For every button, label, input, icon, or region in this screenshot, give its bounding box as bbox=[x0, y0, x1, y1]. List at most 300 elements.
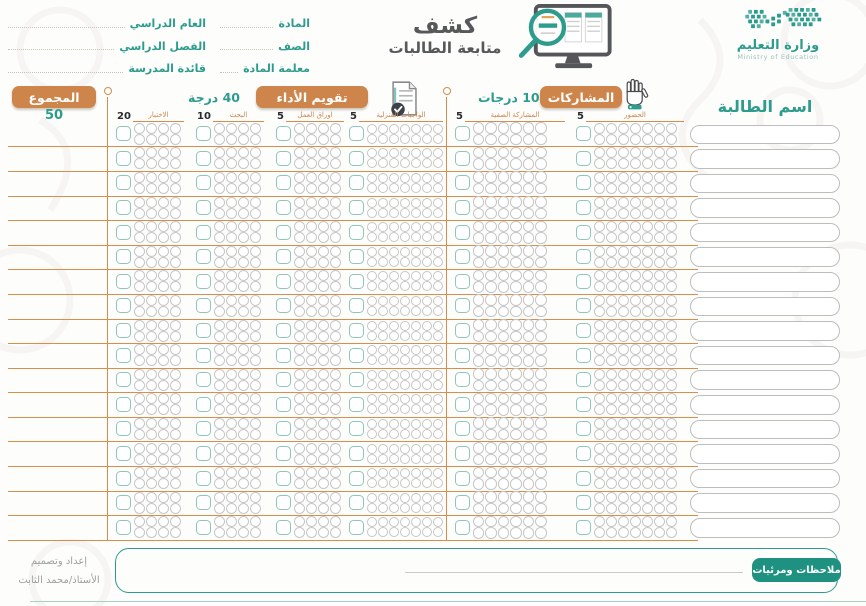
score-circle[interactable] bbox=[606, 295, 617, 306]
score-circle[interactable] bbox=[250, 306, 261, 317]
score-circle[interactable] bbox=[294, 478, 305, 489]
score-circle[interactable] bbox=[378, 183, 388, 193]
score-circle[interactable] bbox=[485, 393, 497, 405]
score-circle[interactable] bbox=[378, 503, 388, 513]
score-circle[interactable] bbox=[594, 418, 605, 429]
score-circle[interactable] bbox=[594, 246, 605, 257]
score-circle[interactable] bbox=[498, 442, 510, 454]
score-circle[interactable] bbox=[170, 295, 181, 306]
score-circle[interactable] bbox=[294, 147, 305, 158]
score-circle[interactable] bbox=[318, 503, 329, 514]
score-circle[interactable] bbox=[535, 122, 547, 134]
score-circle[interactable] bbox=[535, 503, 547, 515]
score-box[interactable] bbox=[196, 151, 211, 166]
score-circle[interactable] bbox=[214, 221, 225, 232]
score-circle[interactable] bbox=[170, 158, 181, 169]
score-circle[interactable] bbox=[666, 516, 677, 527]
score-circle[interactable] bbox=[654, 172, 665, 183]
score-circle[interactable] bbox=[618, 443, 629, 454]
score-circle[interactable] bbox=[510, 306, 522, 318]
score-circle[interactable] bbox=[510, 245, 522, 257]
score-circle[interactable] bbox=[170, 369, 181, 380]
score-circle[interactable] bbox=[498, 294, 510, 306]
score-circle[interactable] bbox=[294, 208, 305, 219]
score-circle[interactable] bbox=[134, 246, 145, 257]
score-circle[interactable] bbox=[411, 198, 421, 208]
score-circle[interactable] bbox=[498, 158, 510, 170]
score-circle[interactable] bbox=[523, 355, 535, 367]
score-box[interactable] bbox=[455, 471, 470, 486]
score-circle[interactable] bbox=[535, 393, 547, 405]
score-circle[interactable] bbox=[523, 122, 535, 134]
score-circle[interactable] bbox=[666, 123, 677, 134]
score-circle[interactable] bbox=[642, 331, 653, 342]
score-circle[interactable] bbox=[250, 393, 261, 404]
score-box[interactable] bbox=[196, 323, 211, 338]
score-circle[interactable] bbox=[318, 295, 329, 306]
student-name-field[interactable] bbox=[690, 247, 840, 267]
score-circle[interactable] bbox=[594, 281, 605, 292]
score-circle[interactable] bbox=[473, 527, 485, 539]
score-circle[interactable] bbox=[214, 232, 225, 243]
score-circle[interactable] bbox=[618, 158, 629, 169]
score-circle[interactable] bbox=[170, 281, 181, 292]
score-circle[interactable] bbox=[498, 257, 510, 269]
score-circle[interactable] bbox=[606, 503, 617, 514]
score-circle[interactable] bbox=[250, 527, 261, 538]
score-circle[interactable] bbox=[594, 232, 605, 243]
student-name-field[interactable] bbox=[690, 297, 840, 317]
score-circle[interactable] bbox=[422, 404, 432, 414]
score-circle[interactable] bbox=[535, 319, 547, 331]
score-circle[interactable] bbox=[630, 246, 641, 257]
score-circle[interactable] bbox=[594, 208, 605, 219]
score-box[interactable] bbox=[276, 446, 291, 461]
score-circle[interactable] bbox=[238, 429, 249, 440]
score-circle[interactable] bbox=[250, 492, 261, 503]
score-circle[interactable] bbox=[158, 393, 169, 404]
score-circle[interactable] bbox=[473, 319, 485, 331]
score-circle[interactable] bbox=[535, 380, 547, 392]
score-box[interactable] bbox=[349, 126, 364, 141]
score-circle[interactable] bbox=[654, 147, 665, 158]
score-box[interactable] bbox=[116, 200, 131, 215]
score-circle[interactable] bbox=[170, 467, 181, 478]
score-circle[interactable] bbox=[294, 270, 305, 281]
score-circle[interactable] bbox=[306, 197, 317, 208]
score-circle[interactable] bbox=[170, 123, 181, 134]
score-circle[interactable] bbox=[389, 503, 399, 513]
score-circle[interactable] bbox=[306, 478, 317, 489]
score-circle[interactable] bbox=[134, 380, 145, 391]
score-circle[interactable] bbox=[594, 320, 605, 331]
score-circle[interactable] bbox=[294, 306, 305, 317]
score-circle[interactable] bbox=[134, 355, 145, 366]
score-circle[interactable] bbox=[654, 418, 665, 429]
score-circle[interactable] bbox=[367, 419, 377, 429]
score-circle[interactable] bbox=[618, 123, 629, 134]
score-circle[interactable] bbox=[535, 516, 547, 528]
score-circle[interactable] bbox=[294, 257, 305, 268]
score-circle[interactable] bbox=[400, 124, 410, 134]
score-circle[interactable] bbox=[498, 417, 510, 429]
score-circle[interactable] bbox=[594, 197, 605, 208]
score-circle[interactable] bbox=[238, 344, 249, 355]
score-circle[interactable] bbox=[214, 158, 225, 169]
score-box[interactable] bbox=[276, 126, 291, 141]
score-circle[interactable] bbox=[523, 306, 535, 318]
score-circle[interactable] bbox=[250, 369, 261, 380]
score-circle[interactable] bbox=[473, 221, 485, 233]
score-circle[interactable] bbox=[146, 380, 157, 391]
score-circle[interactable] bbox=[411, 493, 421, 503]
score-circle[interactable] bbox=[158, 380, 169, 391]
score-circle[interactable] bbox=[158, 232, 169, 243]
score-circle[interactable] bbox=[606, 208, 617, 219]
score-circle[interactable] bbox=[306, 281, 317, 292]
score-circle[interactable] bbox=[498, 208, 510, 220]
score-circle[interactable] bbox=[330, 344, 341, 355]
score-box[interactable] bbox=[576, 421, 591, 436]
score-circle[interactable] bbox=[146, 492, 157, 503]
student-name-field[interactable] bbox=[690, 395, 840, 415]
total-cell[interactable] bbox=[8, 466, 105, 490]
score-circle[interactable] bbox=[666, 208, 677, 219]
score-circle[interactable] bbox=[606, 197, 617, 208]
score-circle[interactable] bbox=[485, 147, 497, 159]
score-circle[interactable] bbox=[594, 295, 605, 306]
score-circle[interactable] bbox=[606, 380, 617, 391]
score-circle[interactable] bbox=[666, 344, 677, 355]
student-name-field[interactable] bbox=[690, 125, 840, 145]
score-circle[interactable] bbox=[498, 429, 510, 441]
score-circle[interactable] bbox=[226, 246, 237, 257]
score-circle[interactable] bbox=[666, 418, 677, 429]
score-circle[interactable] bbox=[606, 429, 617, 440]
score-circle[interactable] bbox=[226, 443, 237, 454]
score-circle[interactable] bbox=[146, 454, 157, 465]
score-circle[interactable] bbox=[666, 183, 677, 194]
score-circle[interactable] bbox=[226, 503, 237, 514]
score-circle[interactable] bbox=[594, 344, 605, 355]
score-circle[interactable] bbox=[389, 134, 399, 144]
score-circle[interactable] bbox=[473, 355, 485, 367]
score-box[interactable] bbox=[276, 274, 291, 289]
score-circle[interactable] bbox=[318, 246, 329, 257]
score-circle[interactable] bbox=[400, 345, 410, 355]
score-circle[interactable] bbox=[433, 444, 443, 454]
score-circle[interactable] bbox=[238, 478, 249, 489]
score-circle[interactable] bbox=[389, 478, 399, 488]
score-circle[interactable] bbox=[411, 124, 421, 134]
score-circle[interactable] bbox=[306, 443, 317, 454]
score-circle[interactable] bbox=[378, 517, 388, 527]
score-circle[interactable] bbox=[473, 294, 485, 306]
score-box[interactable] bbox=[455, 397, 470, 412]
score-circle[interactable] bbox=[433, 271, 443, 281]
score-circle[interactable] bbox=[618, 478, 629, 489]
score-circle[interactable] bbox=[367, 478, 377, 488]
score-circle[interactable] bbox=[250, 246, 261, 257]
total-cell[interactable] bbox=[8, 368, 105, 392]
score-circle[interactable] bbox=[498, 306, 510, 318]
score-circle[interactable] bbox=[666, 246, 677, 257]
score-circle[interactable] bbox=[523, 221, 535, 233]
score-circle[interactable] bbox=[330, 527, 341, 538]
score-circle[interactable] bbox=[411, 208, 421, 218]
score-circle[interactable] bbox=[400, 468, 410, 478]
score-circle[interactable] bbox=[654, 306, 665, 317]
score-circle[interactable] bbox=[654, 404, 665, 415]
score-circle[interactable] bbox=[422, 429, 432, 439]
score-circle[interactable] bbox=[594, 454, 605, 465]
score-circle[interactable] bbox=[411, 419, 421, 429]
score-circle[interactable] bbox=[630, 270, 641, 281]
score-circle[interactable] bbox=[294, 492, 305, 503]
score-circle[interactable] bbox=[294, 134, 305, 145]
score-circle[interactable] bbox=[594, 443, 605, 454]
score-circle[interactable] bbox=[250, 355, 261, 366]
score-circle[interactable] bbox=[654, 123, 665, 134]
notes-input-line[interactable] bbox=[405, 572, 743, 573]
score-circle[interactable] bbox=[367, 527, 377, 537]
score-circle[interactable] bbox=[473, 257, 485, 269]
score-circle[interactable] bbox=[134, 320, 145, 331]
score-circle[interactable] bbox=[378, 281, 388, 291]
score-circle[interactable] bbox=[378, 247, 388, 257]
score-circle[interactable] bbox=[485, 355, 497, 367]
score-circle[interactable] bbox=[378, 331, 388, 341]
score-circle[interactable] bbox=[378, 478, 388, 488]
score-circle[interactable] bbox=[433, 281, 443, 291]
score-circle[interactable] bbox=[433, 429, 443, 439]
score-circle[interactable] bbox=[510, 158, 522, 170]
field-input-line[interactable] bbox=[8, 26, 125, 28]
score-circle[interactable] bbox=[294, 527, 305, 538]
score-circle[interactable] bbox=[594, 221, 605, 232]
score-circle[interactable] bbox=[378, 208, 388, 218]
score-circle[interactable] bbox=[433, 454, 443, 464]
score-circle[interactable] bbox=[642, 344, 653, 355]
score-circle[interactable] bbox=[411, 222, 421, 232]
score-circle[interactable] bbox=[306, 134, 317, 145]
score-circle[interactable] bbox=[318, 197, 329, 208]
score-circle[interactable] bbox=[294, 418, 305, 429]
score-circle[interactable] bbox=[411, 148, 421, 158]
score-circle[interactable] bbox=[498, 270, 510, 282]
score-circle[interactable] bbox=[523, 196, 535, 208]
score-circle[interactable] bbox=[226, 478, 237, 489]
score-circle[interactable] bbox=[630, 306, 641, 317]
score-circle[interactable] bbox=[400, 503, 410, 513]
score-circle[interactable] bbox=[330, 380, 341, 391]
score-circle[interactable] bbox=[666, 429, 677, 440]
score-circle[interactable] bbox=[630, 443, 641, 454]
score-circle[interactable] bbox=[618, 380, 629, 391]
score-circle[interactable] bbox=[378, 321, 388, 331]
score-circle[interactable] bbox=[158, 404, 169, 415]
score-box[interactable] bbox=[455, 446, 470, 461]
score-circle[interactable] bbox=[214, 429, 225, 440]
score-circle[interactable] bbox=[654, 527, 665, 538]
score-circle[interactable] bbox=[214, 478, 225, 489]
score-circle[interactable] bbox=[618, 306, 629, 317]
score-circle[interactable] bbox=[250, 208, 261, 219]
score-circle[interactable] bbox=[378, 355, 388, 365]
score-circle[interactable] bbox=[618, 331, 629, 342]
score-circle[interactable] bbox=[594, 257, 605, 268]
score-circle[interactable] bbox=[400, 380, 410, 390]
score-circle[interactable] bbox=[411, 444, 421, 454]
score-circle[interactable] bbox=[250, 281, 261, 292]
score-circle[interactable] bbox=[170, 527, 181, 538]
score-circle[interactable] bbox=[510, 355, 522, 367]
score-circle[interactable] bbox=[422, 222, 432, 232]
score-circle[interactable] bbox=[214, 281, 225, 292]
score-box[interactable] bbox=[196, 126, 211, 141]
score-circle[interactable] bbox=[146, 355, 157, 366]
score-box[interactable] bbox=[576, 471, 591, 486]
score-circle[interactable] bbox=[238, 197, 249, 208]
score-circle[interactable] bbox=[318, 147, 329, 158]
score-circle[interactable] bbox=[433, 419, 443, 429]
score-circle[interactable] bbox=[594, 183, 605, 194]
score-circle[interactable] bbox=[594, 380, 605, 391]
score-box[interactable] bbox=[455, 249, 470, 264]
score-box[interactable] bbox=[196, 471, 211, 486]
score-circle[interactable] bbox=[146, 295, 157, 306]
score-circle[interactable] bbox=[400, 355, 410, 365]
score-circle[interactable] bbox=[250, 295, 261, 306]
score-circle[interactable] bbox=[618, 516, 629, 527]
score-circle[interactable] bbox=[294, 344, 305, 355]
score-circle[interactable] bbox=[523, 516, 535, 528]
score-circle[interactable] bbox=[294, 123, 305, 134]
score-circle[interactable] bbox=[630, 172, 641, 183]
score-circle[interactable] bbox=[146, 123, 157, 134]
score-box[interactable] bbox=[116, 126, 131, 141]
score-circle[interactable] bbox=[170, 443, 181, 454]
score-circle[interactable] bbox=[367, 503, 377, 513]
score-circle[interactable] bbox=[606, 331, 617, 342]
score-circle[interactable] bbox=[146, 147, 157, 158]
score-circle[interactable] bbox=[158, 516, 169, 527]
score-circle[interactable] bbox=[378, 429, 388, 439]
score-circle[interactable] bbox=[535, 331, 547, 343]
score-circle[interactable] bbox=[618, 369, 629, 380]
score-circle[interactable] bbox=[306, 380, 317, 391]
score-circle[interactable] bbox=[510, 331, 522, 343]
score-circle[interactable] bbox=[306, 393, 317, 404]
score-circle[interactable] bbox=[294, 295, 305, 306]
score-circle[interactable] bbox=[485, 467, 497, 479]
score-circle[interactable] bbox=[411, 306, 421, 316]
score-circle[interactable] bbox=[158, 183, 169, 194]
score-circle[interactable] bbox=[238, 246, 249, 257]
score-circle[interactable] bbox=[294, 197, 305, 208]
score-circle[interactable] bbox=[378, 148, 388, 158]
score-box[interactable] bbox=[116, 348, 131, 363]
score-circle[interactable] bbox=[485, 306, 497, 318]
score-circle[interactable] bbox=[618, 320, 629, 331]
score-circle[interactable] bbox=[226, 344, 237, 355]
score-circle[interactable] bbox=[378, 404, 388, 414]
score-circle[interactable] bbox=[510, 147, 522, 159]
score-circle[interactable] bbox=[226, 467, 237, 478]
score-circle[interactable] bbox=[306, 246, 317, 257]
score-circle[interactable] bbox=[330, 208, 341, 219]
score-circle[interactable] bbox=[318, 443, 329, 454]
score-box[interactable] bbox=[455, 175, 470, 190]
score-circle[interactable] bbox=[226, 492, 237, 503]
score-circle[interactable] bbox=[422, 454, 432, 464]
score-circle[interactable] bbox=[378, 419, 388, 429]
score-circle[interactable] bbox=[485, 196, 497, 208]
score-circle[interactable] bbox=[158, 295, 169, 306]
score-circle[interactable] bbox=[523, 404, 535, 416]
score-circle[interactable] bbox=[642, 197, 653, 208]
score-circle[interactable] bbox=[485, 344, 497, 356]
score-circle[interactable] bbox=[238, 527, 249, 538]
score-circle[interactable] bbox=[630, 257, 641, 268]
score-circle[interactable] bbox=[330, 404, 341, 415]
score-circle[interactable] bbox=[214, 516, 225, 527]
score-circle[interactable] bbox=[618, 429, 629, 440]
score-circle[interactable] bbox=[510, 294, 522, 306]
score-circle[interactable] bbox=[158, 306, 169, 317]
score-circle[interactable] bbox=[318, 183, 329, 194]
score-circle[interactable] bbox=[485, 134, 497, 146]
score-circle[interactable] bbox=[400, 158, 410, 168]
score-circle[interactable] bbox=[389, 380, 399, 390]
score-circle[interactable] bbox=[642, 355, 653, 366]
score-circle[interactable] bbox=[485, 368, 497, 380]
score-circle[interactable] bbox=[389, 370, 399, 380]
score-circle[interactable] bbox=[400, 271, 410, 281]
score-circle[interactable] bbox=[226, 404, 237, 415]
score-circle[interactable] bbox=[422, 247, 432, 257]
score-circle[interactable] bbox=[158, 429, 169, 440]
score-circle[interactable] bbox=[367, 355, 377, 365]
score-circle[interactable] bbox=[485, 454, 497, 466]
score-circle[interactable] bbox=[158, 221, 169, 232]
score-circle[interactable] bbox=[535, 147, 547, 159]
score-circle[interactable] bbox=[389, 173, 399, 183]
score-circle[interactable] bbox=[422, 232, 432, 242]
score-circle[interactable] bbox=[170, 172, 181, 183]
score-circle[interactable] bbox=[330, 369, 341, 380]
score-box[interactable] bbox=[196, 175, 211, 190]
score-circle[interactable] bbox=[666, 281, 677, 292]
score-circle[interactable] bbox=[134, 295, 145, 306]
score-circle[interactable] bbox=[523, 208, 535, 220]
score-circle[interactable] bbox=[485, 221, 497, 233]
score-circle[interactable] bbox=[214, 183, 225, 194]
score-circle[interactable] bbox=[422, 183, 432, 193]
score-circle[interactable] bbox=[606, 270, 617, 281]
score-circle[interactable] bbox=[422, 493, 432, 503]
score-circle[interactable] bbox=[367, 148, 377, 158]
score-circle[interactable] bbox=[134, 134, 145, 145]
score-circle[interactable] bbox=[433, 257, 443, 267]
score-circle[interactable] bbox=[378, 158, 388, 168]
score-circle[interactable] bbox=[378, 527, 388, 537]
score-circle[interactable] bbox=[158, 478, 169, 489]
score-circle[interactable] bbox=[214, 344, 225, 355]
score-circle[interactable] bbox=[473, 516, 485, 528]
score-circle[interactable] bbox=[485, 417, 497, 429]
score-circle[interactable] bbox=[498, 319, 510, 331]
